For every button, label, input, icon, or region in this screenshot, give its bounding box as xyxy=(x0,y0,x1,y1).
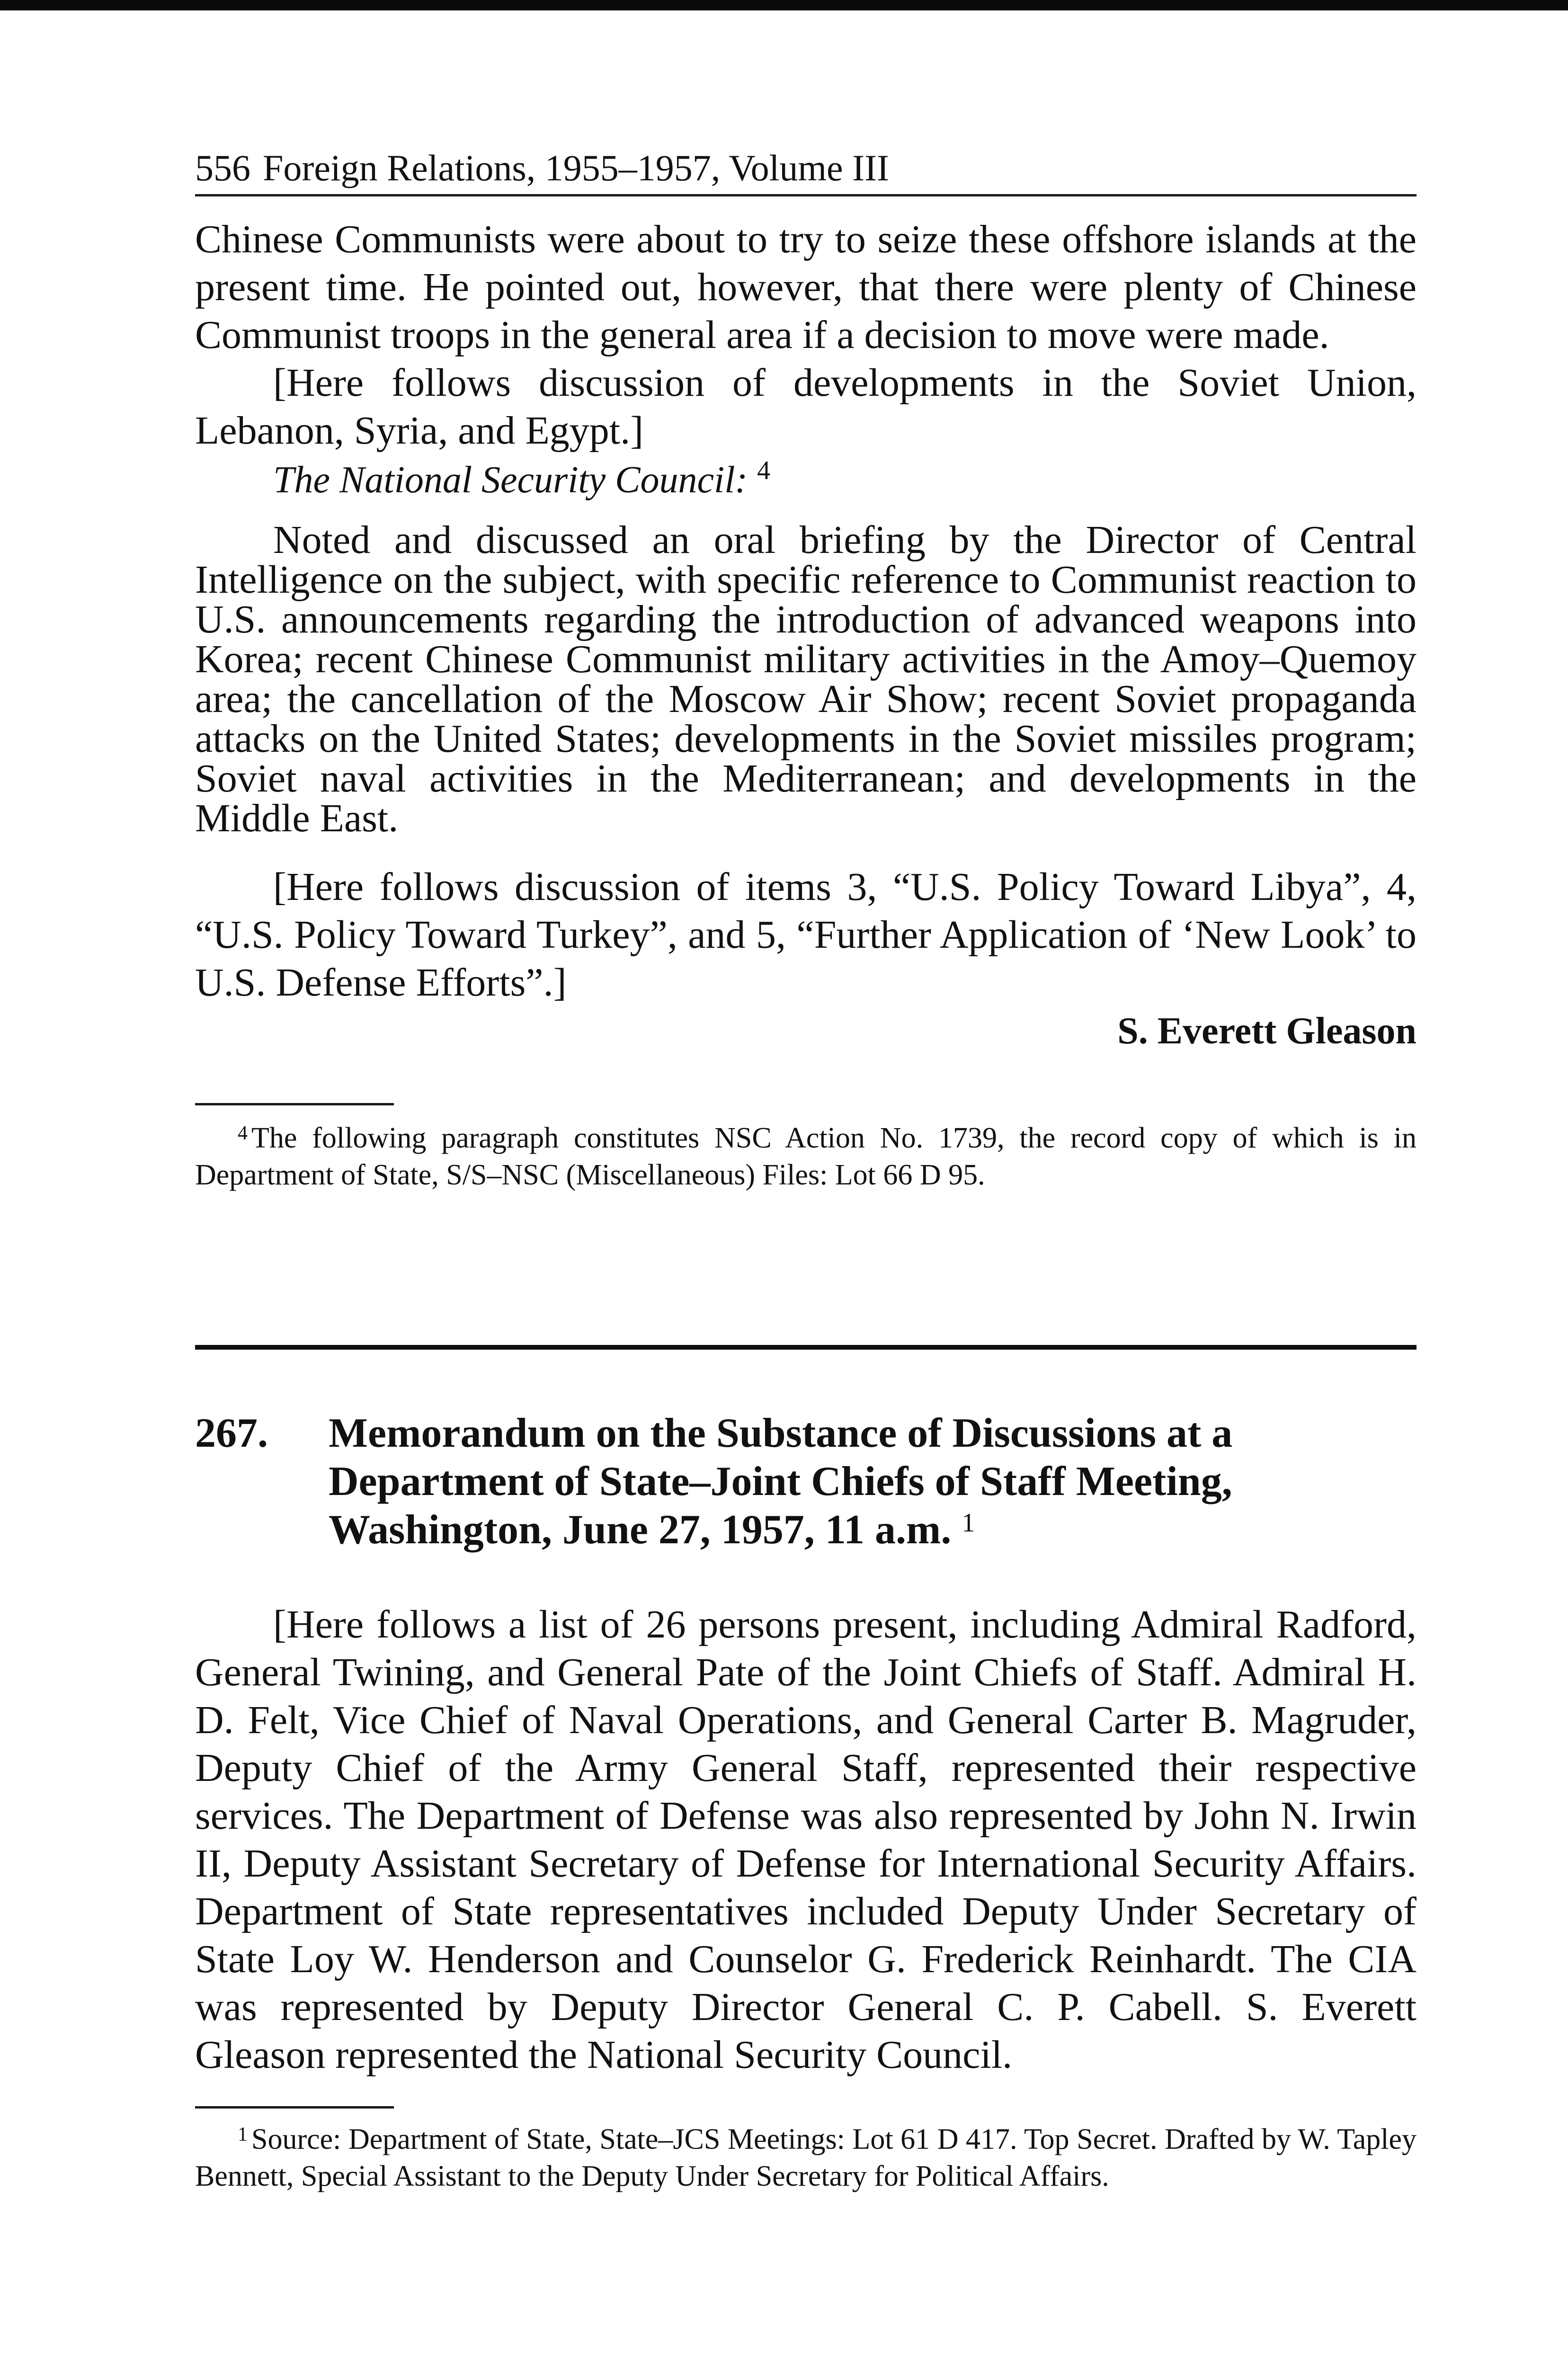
footnote-1-marker: 1 xyxy=(238,2124,248,2146)
footnote-rule xyxy=(195,1103,394,1105)
bracket-note-items: [Here follows discussion of items 3, “U.S. Policy Toward Libya”, 4, “U.S. Policy Toward Turkey”, and 5, “Further Application of ‘New Look’ to U.S. Defense Efforts”.] xyxy=(195,865,1417,1005)
footnote-1 xyxy=(195,2121,1417,2195)
footnote-4-text: The following paragraph constitutes NSC Action No. 1739, the record copy of which is in Department of State, S/S–NSC (Miscellaneous) Files: Lot 66 D 95. xyxy=(195,1122,1417,1191)
footnote-ref-4: 4 xyxy=(757,456,771,485)
page-number: 556 xyxy=(195,147,250,188)
bracket-note-soviet-union: [Here follows discussion of developments in the Soviet Union, Lebanon, Syria, and Egypt.] xyxy=(195,361,1417,453)
document-title xyxy=(329,1409,1417,1554)
footnote-1-text: Source: Department of State, State–JCS Meetings: Lot 61 D 417. Top Secret. Drafted by W. Tapley Bennett, Special Assistant to the Deputy Under Secretary for Political Affairs. xyxy=(195,2123,1417,2192)
document-number: 267. xyxy=(195,1410,268,1456)
footnote-4 xyxy=(195,1120,1417,1193)
signature: S. Everett Gleason xyxy=(1117,1010,1417,1052)
nsc-heading xyxy=(273,456,1417,504)
section-divider xyxy=(195,1345,1417,1350)
footnote-4-marker: 4 xyxy=(238,1122,248,1145)
footnote-ref-1: 1 xyxy=(962,1508,975,1538)
document-body: [Here follows a list of 26 persons present, including Admiral Radford, General Twining, and General Pate of the Joint Chiefs of Staff. Admiral H. D. Felt, Vice Chief of Naval Operations, and General Carter B. Magruder, Deputy Chief of the Army General Staff, represented their respective services. The Department of Defense was also represented by John N. Irwin II, Deputy Assistant Secretary of Defense for International Security Affairs. Department of State representatives included Deputy Under Secretary of State Loy W. Henderson and Counselor G. Frederick Reinhardt. The CIA was represented by Deputy Director General C. P. Cabell. S. Everett Gleason represented the National Security Council. xyxy=(195,1602,1417,2077)
nsc-heading-text: The National Security Council: xyxy=(273,459,748,501)
running-head xyxy=(195,137,1417,196)
scan-top-edge xyxy=(0,0,1568,10)
document-page xyxy=(195,137,1417,2195)
document-title-text: Memorandum on the Substance of Discussions at a Department of State–Joint Chiefs of Staff Meeting, Washington, June 27, 1957, 11 a.m. xyxy=(329,1410,1233,1553)
running-head-title: Foreign Relations, 1955–1957, Volume III xyxy=(263,147,890,188)
footnote-rule-2 xyxy=(195,2106,394,2109)
nsc-action-paragraph: Noted and discussed an oral briefing by the Director of Central Intelligence on the subject, with specific reference to Communist reaction to U.S. announcements regarding the introduction of advanced weapons into Korea; recent Chinese Communist military activities in the Amoy–Quemoy area; the cancellation of the Moscow Air Show; recent Soviet propaganda attacks on the United States; developments in the Soviet missiles program; Soviet naval activities in the Mediterranean; and developments in the Middle East. xyxy=(195,518,1417,840)
continued-paragraph: Chinese Communists were about to try to seize these offshore islands at the present time. He pointed out, however, that there were plenty of Chinese Communist troops in the general area if a decision to move were made. xyxy=(195,217,1417,357)
document-heading xyxy=(195,1409,1417,1554)
